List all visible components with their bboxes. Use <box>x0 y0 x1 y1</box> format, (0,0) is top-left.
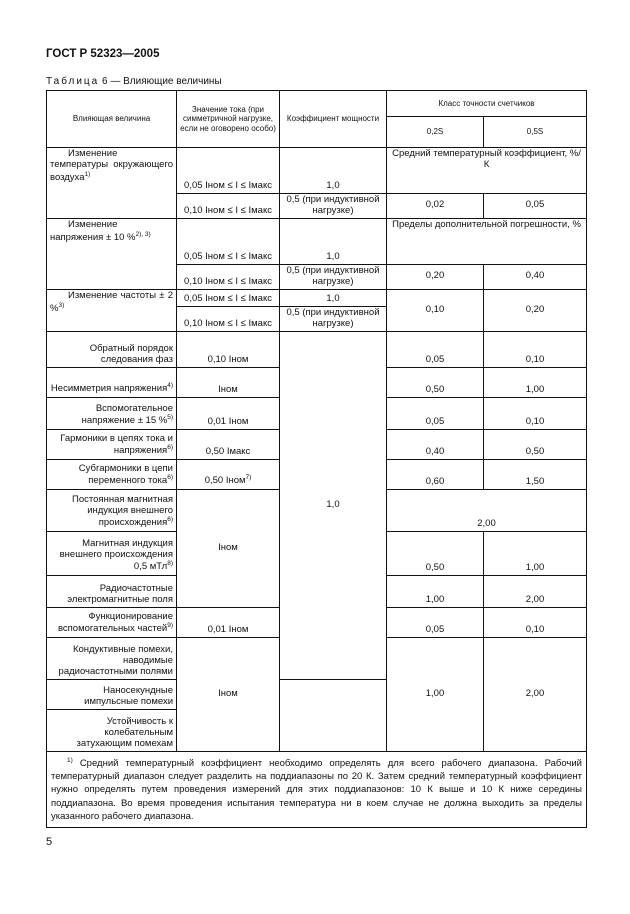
row-harm-label: Гармоники в цепях тока и напряжения$^{6)}$ <box>47 429 177 459</box>
group-current: Iном <box>177 637 280 751</box>
row-subharm-label: Субгармоники в цепи переменного тока$^{6)}$ <box>47 459 177 489</box>
row-temp-class-05s-2: 0,05 <box>484 194 587 219</box>
row-phase-class-02s: 0,05 <box>387 331 484 367</box>
row-voltage-pf-2: 0,5 (при индуктивной нагрузке) <box>280 264 387 289</box>
row-freq-class-05s: 0,20 <box>484 289 587 331</box>
row-freq-pf-2: 0,5 (при индуктивной нагрузке) <box>280 306 387 331</box>
row-freq-current-1: 0,05 Iном ≤ I ≤ Iмакс <box>177 289 280 306</box>
row-temp-current-2: 0,10 Iном ≤ I ≤ Iмакс <box>177 194 280 219</box>
row-temp-current-1: 0,05 Iном ≤ I ≤ Iмакс <box>177 148 280 194</box>
row-freq-class-02s: 0,10 <box>387 289 484 331</box>
row-rf-class-05s: 2,00 <box>484 575 587 607</box>
row-unbalance-class-05s: 1,00 <box>484 367 587 397</box>
row-unbalance-current: Iном <box>177 367 280 397</box>
group-power-factor: 1,0 <box>280 331 387 679</box>
row-aux-label: Вспомогательное напряжение ± 15 %$^{5)}$ <box>47 397 177 429</box>
influence-table <box>46 90 587 828</box>
row-voltage-pf-1: 1,0 <box>280 218 387 264</box>
row-voltage-label: Изменение напряжения ± 10 %$^{2), 3)}$ <box>47 218 177 289</box>
row-rf-class-02s: 1,00 <box>387 575 484 607</box>
row-aux-parts-class-05s: 0,10 <box>484 607 587 637</box>
row-subharm-class-05s: 1,50 <box>484 459 587 489</box>
row-nanosec-label: Наносекундные импульсные помехи <box>47 679 177 709</box>
row-phase-current: 0,10 Iном <box>177 331 280 367</box>
row-aux-class-02s: 0,05 <box>387 397 484 429</box>
row-aux-class-05s: 0,10 <box>484 397 587 429</box>
row-unbalance-label: Несимметрия напряжения$^{4)}$ <box>47 367 177 397</box>
row-voltage-class-02s-2: 0,20 <box>387 264 484 289</box>
row-conducted-label: Кондуктивные помехи, наводимые радиочастотными полями <box>47 637 177 679</box>
page-number: 5 <box>46 836 53 848</box>
row-freq-pf-1: 1,0 <box>280 289 387 306</box>
row-phase-class-05s: 0,10 <box>484 331 587 367</box>
header-power-factor: Коэффициент мощности <box>280 91 387 148</box>
row-phase-label: Обратный порядок следования фаз <box>47 331 177 367</box>
row-temp-pf-2: 0,5 (при индуктивной нагрузке) <box>280 194 387 219</box>
row-acmag-class-05s: 1,00 <box>484 531 587 575</box>
row-freq-label: Изменение частоты ± 2 %$^{3)}$ <box>47 289 177 331</box>
row-rf-label: Радиочастотные электромагнитные поля <box>47 575 177 607</box>
row-voltage-current-2: 0,10 Iном ≤ I ≤ Iмакс <box>177 264 280 289</box>
row-temp-class-02s-2: 0,02 <box>387 194 484 219</box>
row-osc-label: Устойчивость к колебательным затухающим помехам <box>47 709 177 751</box>
group-class-02s: 1,00 <box>387 637 484 751</box>
row-voltage-current-1: 0,05 Iном ≤ I ≤ Iмакс <box>177 218 280 264</box>
section-temp-coef: Средний температурный коэффициент, %/К <box>387 148 587 194</box>
row-voltage-class-05s-2: 0,40 <box>484 264 587 289</box>
caption-rest: 6 — Влияющие величины <box>99 76 222 87</box>
row-temp-label: Изменение температуры окружающего воздуха$^{1)}$ <box>47 148 177 219</box>
caption-label: Таблица <box>46 76 100 87</box>
header-class-02s: 0,2S <box>387 117 484 148</box>
row-aux-current: 0,01 Iном <box>177 397 280 429</box>
table-caption <box>46 76 222 87</box>
row-harm-class-02s: 0,40 <box>387 429 484 459</box>
row-acmag-label: Магнитная индукция внешнего происхождения 0,5 мТл$^{8)}$ <box>47 531 177 575</box>
row-subharm-class-02s: 0,60 <box>387 459 484 489</box>
section-add-error: Пределы дополнительной погрешности, % <box>387 218 587 264</box>
group-class-05s: 2,00 <box>484 637 587 751</box>
row-aux-parts-label: Функционирование вспомогательных частей$^{9)}$ <box>47 607 177 637</box>
row-temp-pf-1: 1,0 <box>280 148 387 194</box>
header-accuracy-class: Класс точности счетчиков <box>387 91 587 117</box>
row-subharm-current: 0,50 Iном$^{7)}$ <box>177 459 280 489</box>
row-freq-current-2: 0,10 Iном ≤ I ≤ Iмакс <box>177 306 280 331</box>
header-class-05s: 0,5S <box>484 117 587 148</box>
header-influence: Влияющая величина <box>47 91 177 148</box>
row-acmag-class-02s: 0,50 <box>387 531 484 575</box>
row-mag-current: Iном <box>177 489 280 607</box>
row-harm-current: 0,50 Iмакс <box>177 429 280 459</box>
row-harm-class-05s: 0,50 <box>484 429 587 459</box>
row-aux-parts-class-02s: 0,05 <box>387 607 484 637</box>
row-aux-parts-current: 0,01 Iном <box>177 607 280 637</box>
header-current: Значение тока (при симметричной нагрузке, если не оговорено особо) <box>177 91 280 148</box>
row-dcmag-class-both: 2,00 <box>387 489 587 531</box>
footnote: $^{1)}$ Средний температурный коэффициент необходимо определять для всего рабочего диапазона. Рабочий температурный диапазон следует разделить на поддиапазоны по 20 К. Затем средний температурный коэффициент нужно определять путем проведения измерений для этих поддиапазонов: 10 К выше и 10 К ниже середины поддиапазона. Во время проведения испытания температура ни в коем случае не должна выходить за пределы указанного рабочего диапазона. <box>47 751 587 828</box>
document-header: ГОСТ Р 52323—2005 <box>46 48 160 60</box>
row-dcmag-label: Постоянная магнитная индукция внешнего происхождения$^{6)}$ <box>47 489 177 531</box>
row-unbalance-class-02s: 0,50 <box>387 367 484 397</box>
